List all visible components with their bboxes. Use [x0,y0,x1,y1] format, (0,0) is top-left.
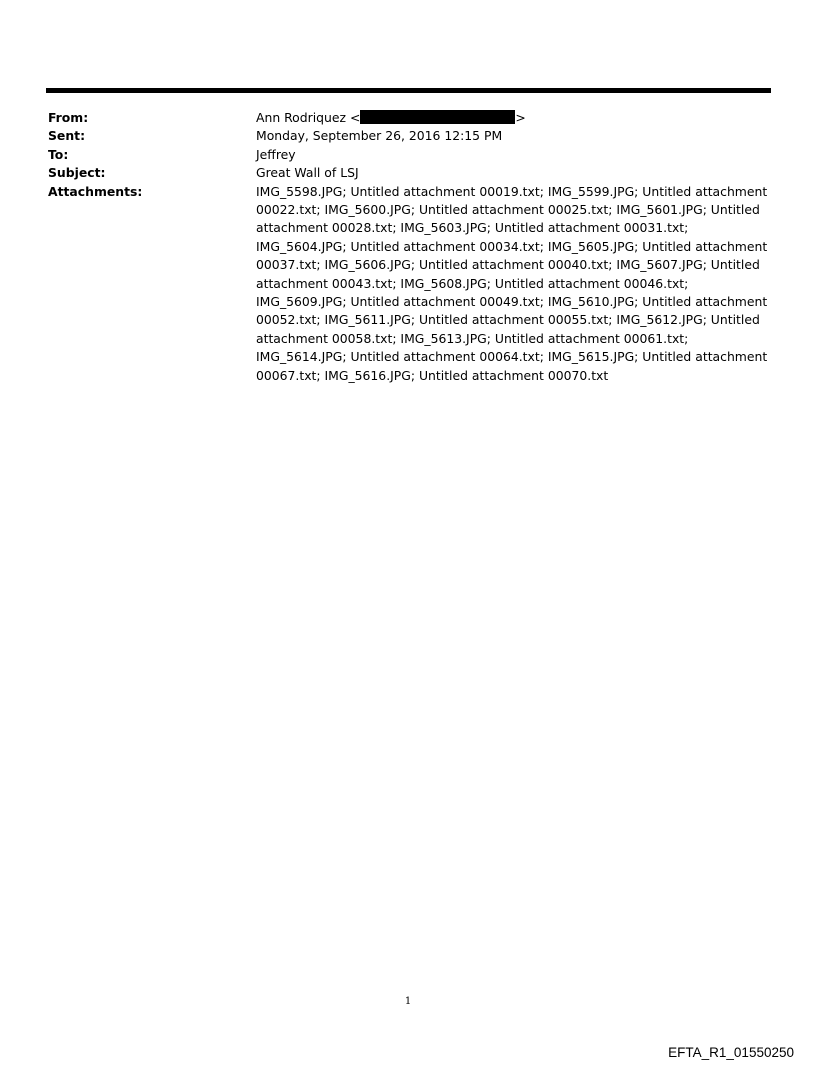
sent-row [48,127,768,145]
from-row [48,109,768,127]
sender-name: Ann Rodriquez < [256,110,361,125]
attachments-row [48,183,768,385]
subject-value: Great Wall of LSJ [256,165,359,181]
page-number: 1 [404,996,412,1007]
header-divider [46,88,771,93]
sender-email-close: > [515,110,526,125]
subject-label: Subject: [48,165,106,181]
attachments-label: Attachments: [48,183,143,199]
from-label: From: [48,110,89,125]
sent-label: Sent: [48,128,86,144]
email-header [48,109,768,385]
from-value [256,109,768,127]
attachments-list: IMG_5598.JPG; Untitled attachment 00019.txt; IMG_5599.JPG; Untitled attachment 00022.txt; IMG_5600.JPG; Untitled attachment 00025.txt; IMG_5601.JPG; Untitled attachment 00028.txt; IMG_5603.JPG; Untitled attachment 00031.txt; IMG_5604.JPG; Untitled attachment 00034.txt; IMG_5605.JPG; Untitled attachment 00037.txt; IMG_5606.JPG; Untitled attachment 00040.txt; IMG_5607.JPG; Untitled attachment 00043.txt; IMG_5608.JPG; Untitled attachment 00046.txt; IMG_5609.JPG; Untitled attachment 00049.txt; IMG_5610.JPG; Untitled attachment 00052.txt; IMG_5611.JPG; Untitled attachment 00055.txt; IMG_5612.JPG; Untitled attachment 00058.txt; IMG_5613.JPG; Untitled attachment 00061.txt; IMG_5614.JPG; Untitled attachment 00064.txt; IMG_5615.JPG; Untitled attachment 00067.txt; IMG_5616.JPG; Untitled attachment 00070.txt [256,183,768,383]
document-id: EFTA_R1_01550250 [668,1045,794,1060]
to-row [48,146,768,164]
subject-row [48,164,768,182]
redacted-email-address [360,110,515,124]
to-label: To: [48,146,69,162]
to-value: Jeffrey [256,146,296,162]
sent-value: Monday, September 26, 2016 12:15 PM [256,128,503,144]
